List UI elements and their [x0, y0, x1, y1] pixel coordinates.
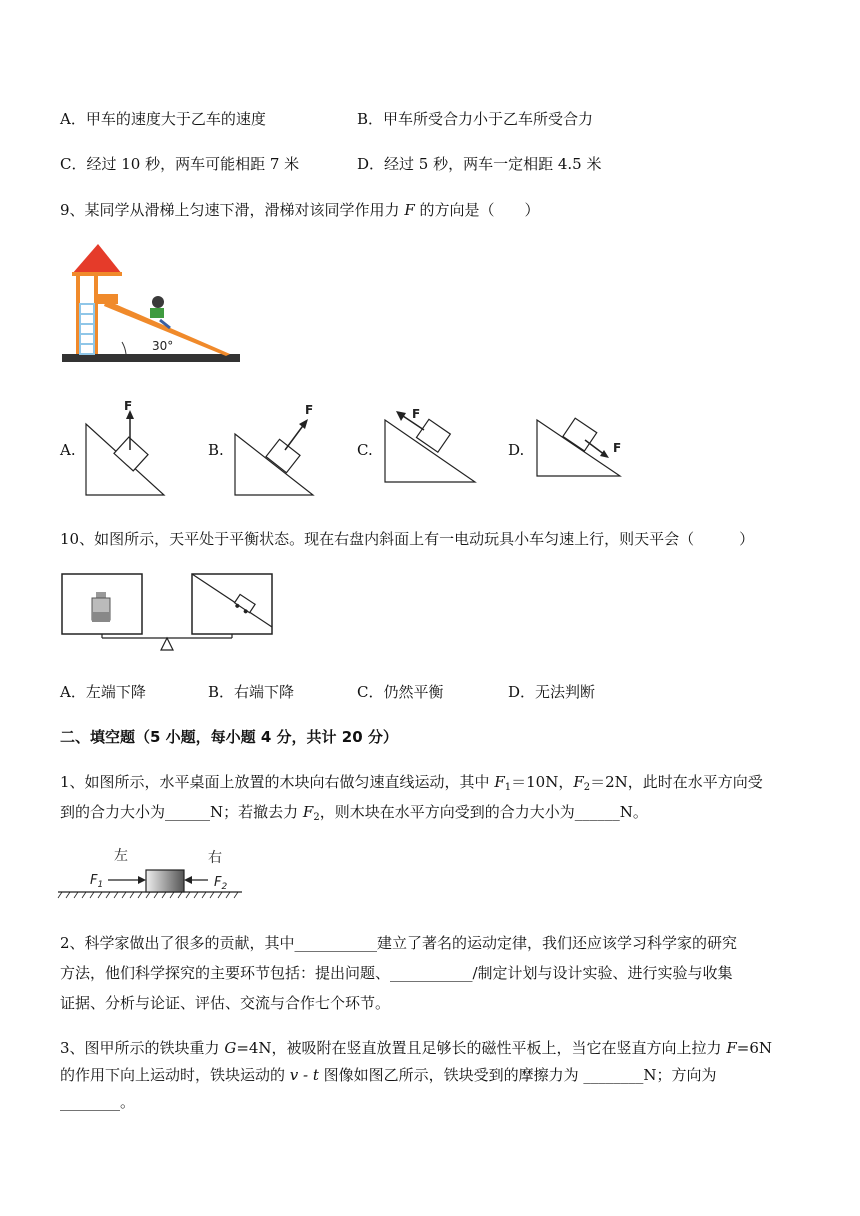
q10-stem: 10、如图所示，天平处于平衡状态。现在右盘内斜面上有一电动玩具小车匀速上行，则天平会（ ） [60, 530, 755, 548]
q10-option-d: D．无法判断 [508, 683, 596, 701]
wood-block [146, 870, 184, 892]
q9-option-a-label: A. [60, 441, 76, 459]
q9-option-b-diagram [235, 400, 325, 500]
q8-option-c: C．经过 10 秒，两车可能相距 7 米 [60, 155, 300, 173]
q9-option-a-diagram [86, 400, 166, 500]
label-f2: $F_2$ [214, 875, 228, 892]
q9-option-c-label: C. [357, 441, 373, 459]
q9-option-d-label: D. [508, 441, 525, 459]
q8-option-d: D．经过 5 秒，两车一定相距 4.5 米 [357, 155, 602, 173]
fill1-line2: 到的合力大小为______N；若撤去力 $F_2$，则木块在水平方向受到的合力大小为______N。 [60, 803, 648, 823]
force-label-a: F [124, 399, 133, 413]
force-label-c: F [412, 407, 421, 421]
fulcrum [161, 638, 173, 650]
q10-option-c: C．仍然平衡 [357, 683, 444, 701]
fill2-line2: 方法，他们科学探究的主要环节包括：提出问题、___________/制定计划与设计实验、进行实验与收集 [60, 964, 733, 982]
fill1-line1: 1、如图所示，水平桌面上放置的木块向右做匀速直线运动，其中 $F_1=10N$，$F_2=2N$，此时在水平方向受 [60, 773, 763, 793]
child-head [152, 296, 164, 308]
label-f1: $F_1$ [90, 873, 104, 890]
right-pan [192, 574, 272, 634]
label-left: 左 [114, 848, 128, 864]
balance-figure [60, 572, 275, 654]
fill3-line2: 的作用下向上运动时，铁块运动的 v - t 图像如图乙所示，铁块受到的摩擦力为 ________N；方向为 [60, 1066, 717, 1084]
slide-angle-label: 30° [152, 339, 174, 353]
fill3-line3: ________。 [60, 1093, 136, 1111]
fill2-line1: 2、科学家做出了很多的贡献，其中___________建立了著名的运动定律，我们还应该学习科学家的研究 [60, 934, 738, 952]
block-forces-figure [58, 842, 244, 904]
ground [62, 354, 240, 362]
slide-figure [60, 244, 245, 369]
force-label-d: F [613, 441, 622, 455]
fill2-line3: 证据、分析与论证、评估、交流与合作七个环节。 [60, 994, 391, 1012]
weight-knob [96, 592, 106, 598]
fill3-line1: 3、图甲所示的铁块重力 G=4N，被吸附在竖直放置且足够长的磁性平板上，当它在竖直方向上拉力 F=6N [60, 1039, 772, 1057]
label-right: 右 [208, 850, 222, 866]
q10-option-a: A．左端下降 [60, 683, 146, 701]
q9-option-b-label: B. [208, 441, 224, 459]
child-body [150, 308, 164, 318]
force-label-b: F [305, 403, 314, 417]
q9-option-c-diagram [380, 400, 480, 500]
section-heading: 二、填空题（5 小题，每小题 4 分，共计 20 分） [60, 728, 398, 746]
q9-option-d-diagram [535, 410, 635, 490]
roof [72, 244, 122, 274]
q9-stem: 9、某同学从滑梯上匀速下滑，滑梯对该同学作用力 F 的方向是（ ） [60, 201, 540, 219]
q8-option-a: A．甲车的速度大于乙车的速度 [60, 110, 266, 128]
q10-option-b: B．右端下降 [208, 683, 295, 701]
q8-option-b: B．甲车所受合力小于乙车所受合力 [357, 110, 594, 128]
